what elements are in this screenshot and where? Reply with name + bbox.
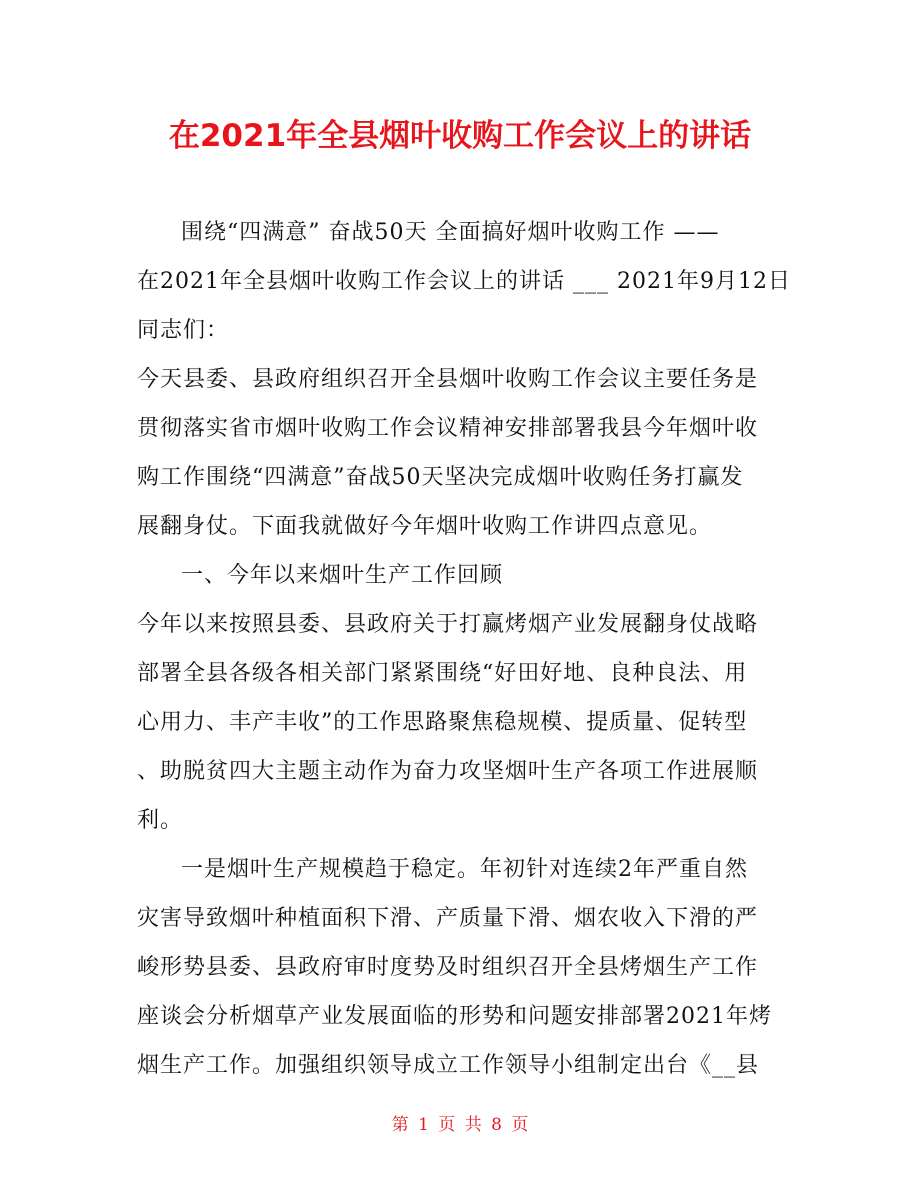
document-body: [137, 208, 791, 1090]
text-line: 灾害导致烟叶种植面积下滑、产质量下滑、烟农收入下滑的严: [137, 906, 759, 931]
text-line: 购工作围绕“四满意”奋战50天坚决完成烟叶收购任务打赢发: [137, 465, 744, 490]
text-line: 同志们：: [137, 318, 230, 343]
text-line: 围绕“四满意” 奋战50天 全面搞好烟叶收购工作 ——: [181, 220, 720, 245]
text-line: 在2021年全县烟叶收购工作会议上的讲话 ___ 2021年9月12日: [137, 269, 791, 294]
text-line: 心用力、丰产丰收”的工作思路聚焦稳规模、提质量、促转型: [137, 710, 748, 735]
section-heading: 一、今年以来烟叶生产工作回顾: [181, 563, 504, 588]
text-line: 贯彻落实省市烟叶收购工作会议精神安排部署我县今年烟叶收: [137, 416, 759, 441]
text-line: 烟生产工作。加强组织领导成立工作领导小组制定出台《__县: [137, 1053, 760, 1078]
text-line: 今年以来按照县委、县政府关于打赢烤烟产业发展翻身仗战略: [137, 612, 759, 637]
text-line: 峻形势县委、县政府审时度势及时组织召开全县烤烟生产工作: [137, 955, 759, 980]
text-line: 利。: [137, 808, 184, 833]
text-line: 展翻身仗。下面我就做好今年烟叶收购工作讲四点意见。: [137, 514, 713, 539]
page-footer: 第 1 页 共 8 页: [391, 1115, 529, 1135]
text-line: 座谈会分析烟草产业发展面临的形势和问题安排部署2021年烤: [137, 1004, 772, 1029]
document-title: 在2021年全县烟叶收购工作会议上的讲话: [168, 118, 752, 154]
text-line: 今天县委、县政府组织召开全县烟叶收购工作会议主要任务是: [137, 367, 759, 392]
text-line: 部署全县各级各相关部门紧紧围绕“好田好地、良种良法、用: [137, 661, 748, 686]
text-line: 、助脱贫四大主题主动作为奋力攻坚烟叶生产各项工作进展顺: [137, 759, 759, 784]
text-line: 一是烟叶生产规模趋于稳定。年初针对连续2年严重自然: [181, 857, 748, 882]
